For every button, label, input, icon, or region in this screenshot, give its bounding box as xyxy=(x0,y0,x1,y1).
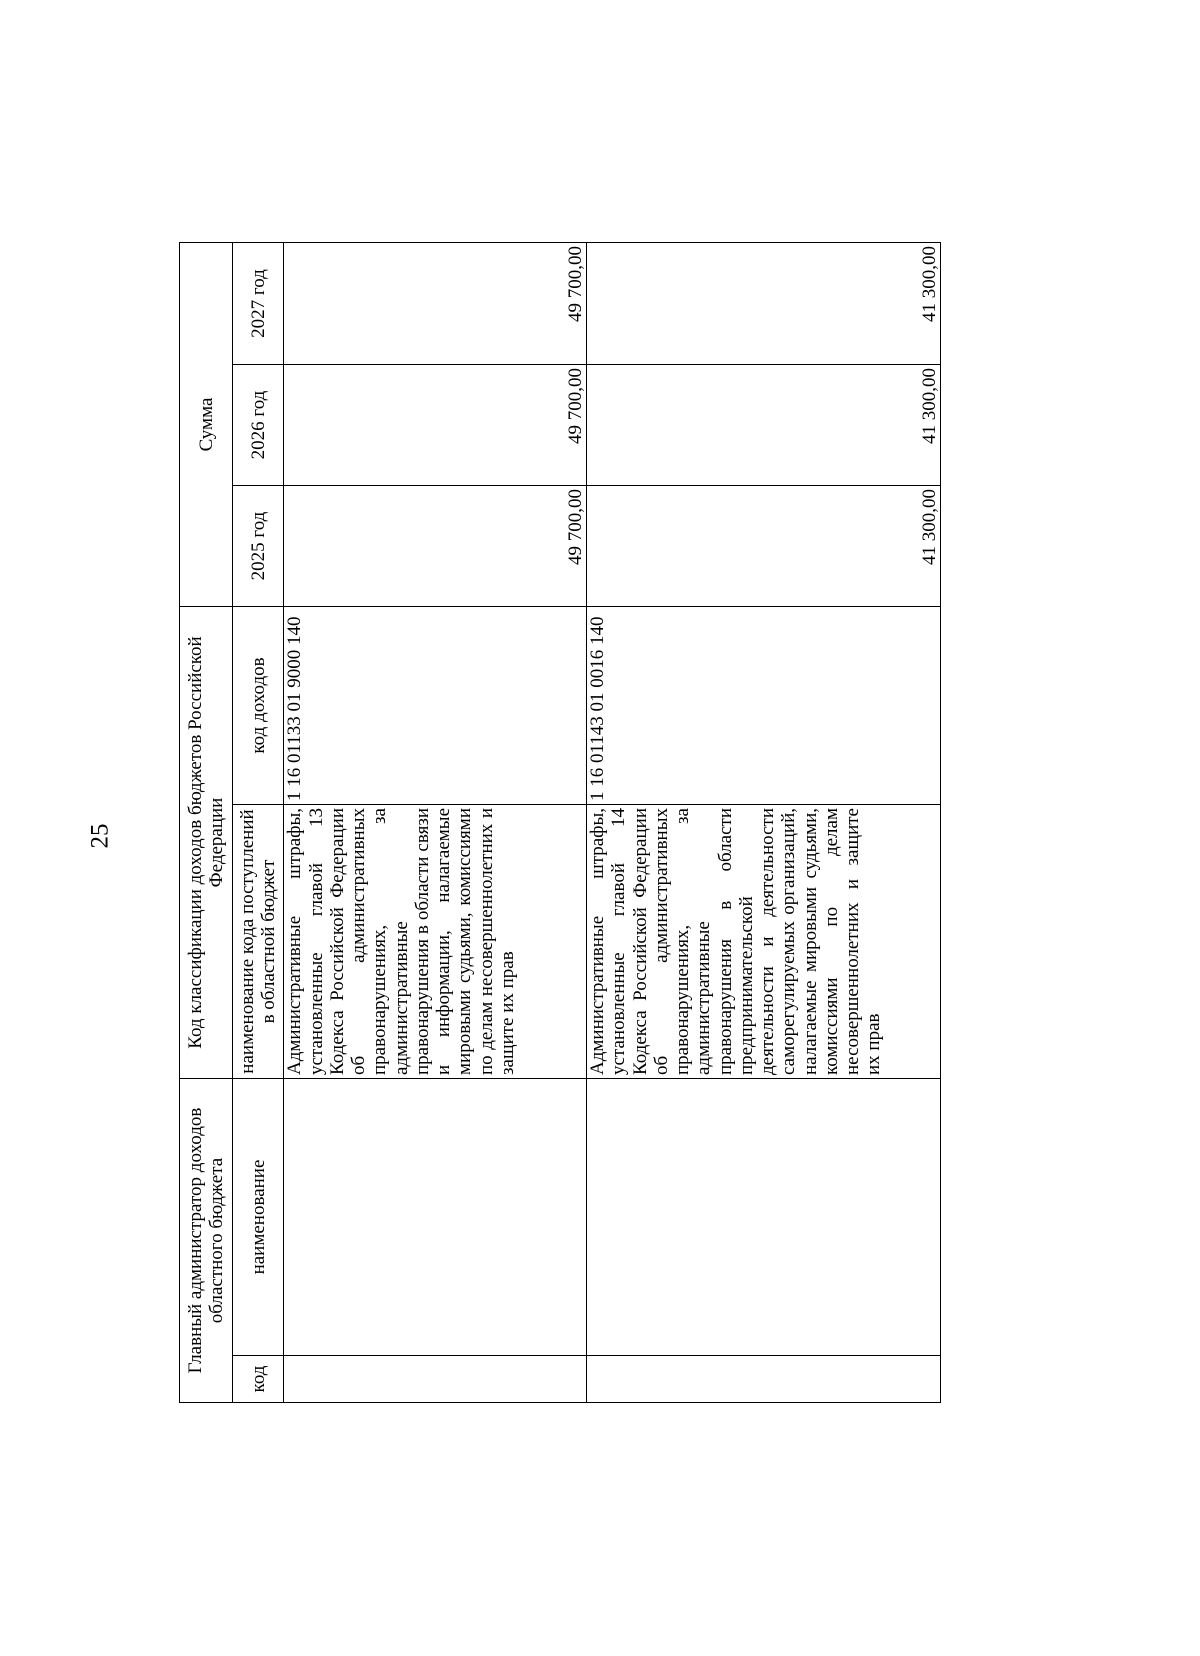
header-admin-name: наименование xyxy=(233,1079,284,1356)
row-sum-2027: 49 700,00 xyxy=(284,242,587,364)
header-classification-name: наименование кода поступлений в областной бюджет xyxy=(233,805,284,1079)
row-income-name: Административные штрафы, установленные главой 13 Кодекса Российской Федерации об административных правонарушениях, за административные правонарушения в области связи и информации, налагаемые мировыми судьями, комиссиями по делам несовершеннолетних и защите их прав xyxy=(284,805,587,1079)
row-sum-2025: 49 700,00 xyxy=(284,486,587,607)
row-admin-code xyxy=(284,1356,587,1403)
income-table-wrapper xyxy=(179,243,941,1403)
header-classification-code: код доходов xyxy=(233,607,284,805)
header-year-2025: 2025 год xyxy=(233,486,284,607)
row-income-code: 1 16 01133 01 9000 140 xyxy=(284,607,587,805)
header-admin-group: Главный администратор доходов областного бюджета xyxy=(180,1079,233,1403)
row-income-code: 1 16 01143 01 0016 140 xyxy=(586,607,940,805)
row-admin-code xyxy=(586,1356,940,1403)
table-row xyxy=(586,242,940,1402)
header-sum-group: Сумма xyxy=(180,242,233,606)
row-income-name: Административные штрафы, установленные главой 14 Кодекса Российской Федерации об административных правонарушениях, за административные правонарушения в области предпринимательской деятельности и деятельности саморегулируемых организаций, налагаемые мировыми судьями, комиссиями по делам несовершеннолетних и защите их прав xyxy=(586,805,940,1079)
table-row xyxy=(284,242,587,1402)
row-sum-2026: 49 700,00 xyxy=(284,365,587,486)
row-admin-name xyxy=(586,1079,940,1356)
header-year-2026: 2026 год xyxy=(233,365,284,486)
income-classification-table xyxy=(179,242,941,1403)
page-number: 25 xyxy=(86,823,114,849)
row-sum-2025: 41 300,00 xyxy=(586,486,940,607)
row-admin-name xyxy=(284,1079,587,1356)
header-admin-code: код xyxy=(233,1356,284,1403)
header-classification-group: Код классификации доходов бюджетов Российской Федерации xyxy=(180,607,233,1079)
row-sum-2027: 41 300,00 xyxy=(586,242,940,364)
row-sum-2026: 41 300,00 xyxy=(586,365,940,486)
header-year-2027: 2027 год xyxy=(233,242,284,364)
